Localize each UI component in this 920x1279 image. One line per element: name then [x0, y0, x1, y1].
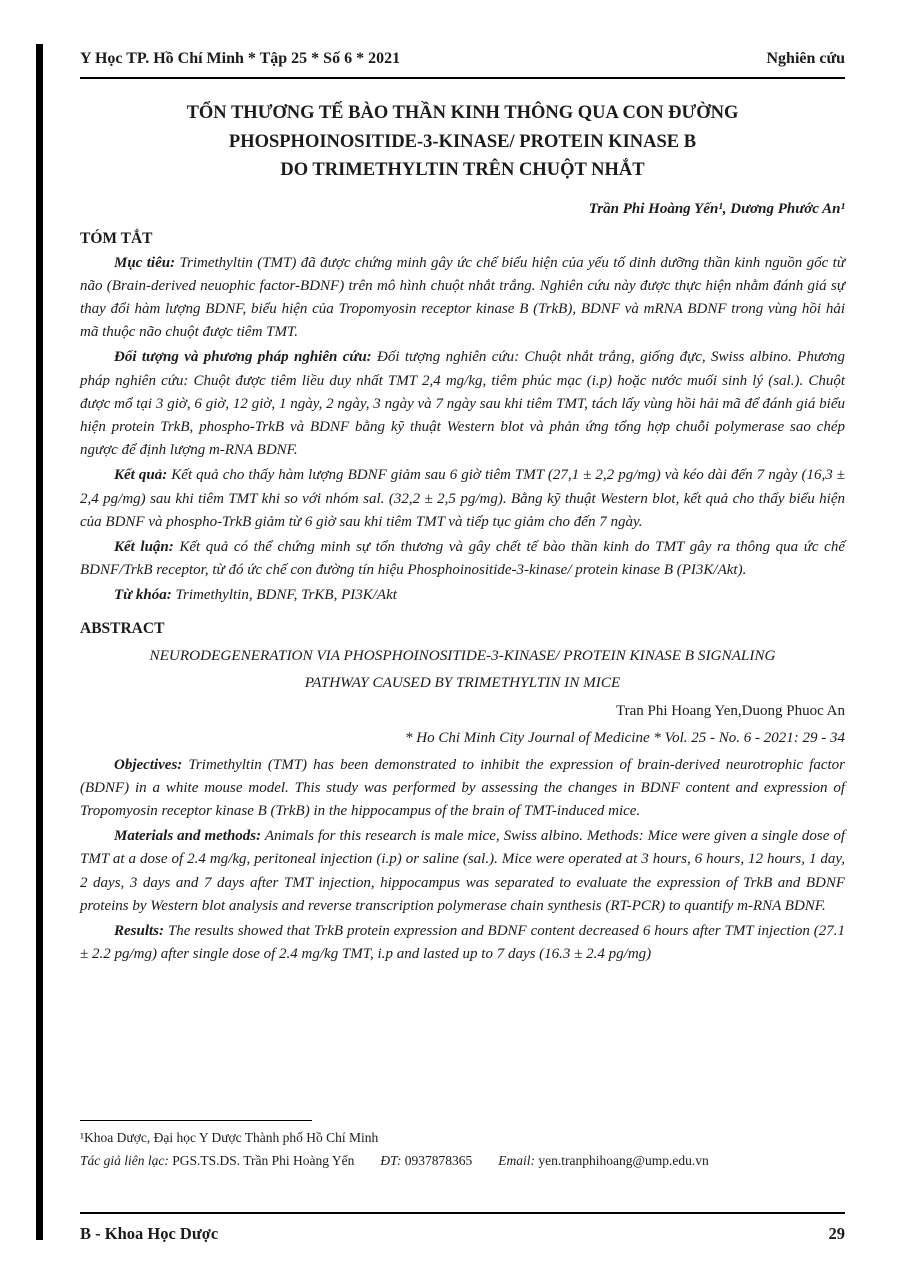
- article-title: [80, 99, 845, 185]
- abstract-title-line1: NEURODEGENERATION VIA PHOSPHOINOSITIDE-3-KINASE/ PROTEIN KINASE B SIGNALING: [149, 646, 776, 664]
- paragraph-text: Đối tượng nghiên cứu: Chuột nhắt trắng, giống đực, Swiss albino. Phương pháp nghiên cứu: Chuột được tiêm liều duy nhất TMT 2,4 mg/kg, tiêm phúc mạc (i.p) hoặc nước muối sinh lý (sal.). Chuột được mổ tại 3 giờ, 6 giờ, 12 giờ, 1 ngày, 2 ngày, 3 ngày và 7 ngày sau khi tiêm TMT, tách lấy vùng hồi hải mã để đánh giá biểu hiện protein TrkB, phospho-TrkB và BDNF bằng kỹ thuật Western blot và phản ứng tổng hợp chuỗi polymerase sao chép ngược để định lượng m-RNA BDNF.: [80, 349, 846, 459]
- paragraph-ket-qua: [80, 464, 845, 534]
- footnote-contact: [80, 1149, 845, 1172]
- paragraph-ket-luan: [80, 536, 845, 582]
- authors-vietnamese: Trần Phi Hoàng Yến¹, Dương Phước An¹: [588, 200, 845, 217]
- tom-tat-heading: TÓM TẮT: [80, 229, 153, 247]
- paragraph-label: Mục tiêu:: [114, 254, 176, 271]
- paragraph-tu-khoa: [80, 584, 845, 607]
- footer-section-name: B - Khoa Học Dược: [80, 1224, 219, 1243]
- contact-name: PGS.TS.DS. Trần Phi Hoàng Yến: [172, 1153, 355, 1168]
- phone-number: 0937878365: [404, 1153, 473, 1168]
- paragraph-text: Animals for this research is male mice, Swiss albino. Methods: Mice were given a single dose of TMT at a dose of 2.4 mg/kg, peritoneal injection (i.p) or saline (sal.). Mice were operated at 3 hours, 6 hours, 12 hours, 1 day, 2 days, 3 days and 7 days after TMT injection, hippocampus was separated to evaluate the expression of TrkB and BDNF proteins by Western blot analysis and reverse transcription polymerase chain synthesis (RT-PCR) to quantify m-RNA BDNF.: [80, 828, 845, 914]
- authors-english: Tran Phi Hoang Yen,Duong Phuoc An: [615, 702, 845, 719]
- paragraph-label: Objectives:: [114, 756, 183, 773]
- paragraph-text: Trimethyltin, BDNF, TrKB, PI3K/Akt: [175, 587, 397, 604]
- paragraph-muc-tieu: [80, 252, 845, 345]
- paragraph-text: The results showed that TrkB protein expression and BDNF content decreased 6 hours after TMT injection (27.1 ± 2.2 pg/mg) after single dose of 2.4 mg/kg TMT, i.p and lasted up to 7 days (16.3 ± 2.4 pg/mg): [80, 922, 846, 963]
- page-footer: [80, 1212, 845, 1244]
- article-title-line2: PHOSPHOINOSITIDE-3-KINASE/ PROTEIN KINASE B: [228, 131, 697, 152]
- footnote-affiliation: ¹Khoa Dược, Đại học Y Dược Thành phố Hồ Chí Minh: [80, 1130, 379, 1145]
- paragraph-text: Kết quả có thể chứng minh sự tổn thương và gây chết tế bào thần kinh do TMT gây ra thông qua ức chế BDNF/TrkB receptor, từ đó ức chế con đường tín hiệu Phosphoinositide-3-kinase/ protein kinase B (PI3K/Akt).: [80, 538, 845, 579]
- abstract-title: [80, 642, 845, 696]
- article-title-line1: TỔN THƯƠNG TẾ BÀO THẦN KINH THÔNG QUA CON ĐƯỜNG: [186, 103, 739, 123]
- journal-page: [80, 50, 845, 968]
- paragraph-objectives: [80, 754, 845, 824]
- paragraph-text: Trimethyltin (TMT) đã được chứng minh gây ức chế biểu hiện của yếu tố dinh dưỡng thần kinh nguồn gốc từ não (Brain-derived neuophic factor-BDNF) trên mô hình chuột nhắt trắng. Nghiên cứu này được thực hiện nhằm đánh giá sự thay đổi hàm lượng BDNF, biểu hiện của Tropomyosin receptor kinase B (TrkB), BDNF và mRNA BDNF trong vùng hồi hải mã thuộc não chuột được tiêm TMT.: [80, 254, 845, 341]
- email-label: Email:: [498, 1153, 536, 1168]
- phone-label: ĐT:: [380, 1153, 402, 1168]
- journal-reference: * Ho Chi Minh City Journal of Medicine * Vol. 25 - No. 6 - 2021: 29 - 34: [405, 729, 845, 746]
- paragraph-label: Kết luận:: [114, 538, 174, 555]
- journal-issue-info: Y Học TP. Hồ Chí Minh * Tập 25 * Số 6 * 2021: [80, 50, 401, 67]
- article-title-line3: DO TRIMETHYLTIN TRÊN CHUỘT NHẮT: [280, 160, 645, 180]
- paragraph-text: Trimethyltin (TMT) has been demonstrated to inhibit the expression of brain-derived neurotrophic factor (BDNF) in a white mouse model. This study was performed by assessing the changes in BDNF content and expression of Tropomyosin receptor kinase B (TrkB) in the hippocampus of the brain of TMT-induced mice.: [80, 756, 845, 819]
- email-address: yen.tranphihoang@ump.edu.vn: [538, 1153, 709, 1168]
- paragraph-results: [80, 920, 845, 966]
- paragraph-text: Kết quả cho thấy hàm lượng BDNF giảm sau 6 giờ tiêm TMT (27,1 ± 2,2 pg/mg) và kéo dài đến 7 ngày (16,3 ± 2,4 pg/mg) sau khi tiêm TMT khi so với nhóm sal. (32,2 ± 2,5 pg/mg). Bằng kỹ thuật Western blot, kết quả cho thấy biểu hiện của BDNF và phospho-TrkB giảm từ 6 giờ sau khi tiêm TMT và tiếp tục giảm cho đến 7 ngày.: [80, 467, 846, 530]
- page-number: 29: [828, 1224, 845, 1243]
- footnote-block: [80, 1120, 845, 1172]
- section-label: Nghiên cứu: [766, 50, 845, 67]
- paragraph-label: Đối tượng và phương pháp nghiên cứu:: [114, 349, 372, 366]
- abstract-heading: ABSTRACT: [80, 619, 165, 637]
- paragraph-materials-methods: [80, 825, 845, 918]
- left-margin-rule: [36, 44, 43, 1240]
- paragraph-doi-tuong: [80, 346, 845, 462]
- paragraph-label: Results:: [114, 922, 165, 939]
- abstract-title-line2: PATHWAY CAUSED BY TRIMETHYLTIN IN MICE: [304, 673, 621, 691]
- page-header: [80, 50, 845, 79]
- footnote-separator-rule: [80, 1120, 312, 1121]
- paragraph-label: Materials and methods:: [114, 828, 262, 845]
- paragraph-label: Kết quả:: [114, 467, 168, 484]
- paragraph-label: Từ khóa:: [114, 587, 172, 604]
- contact-label: Tác giả liên lạc:: [80, 1153, 169, 1168]
